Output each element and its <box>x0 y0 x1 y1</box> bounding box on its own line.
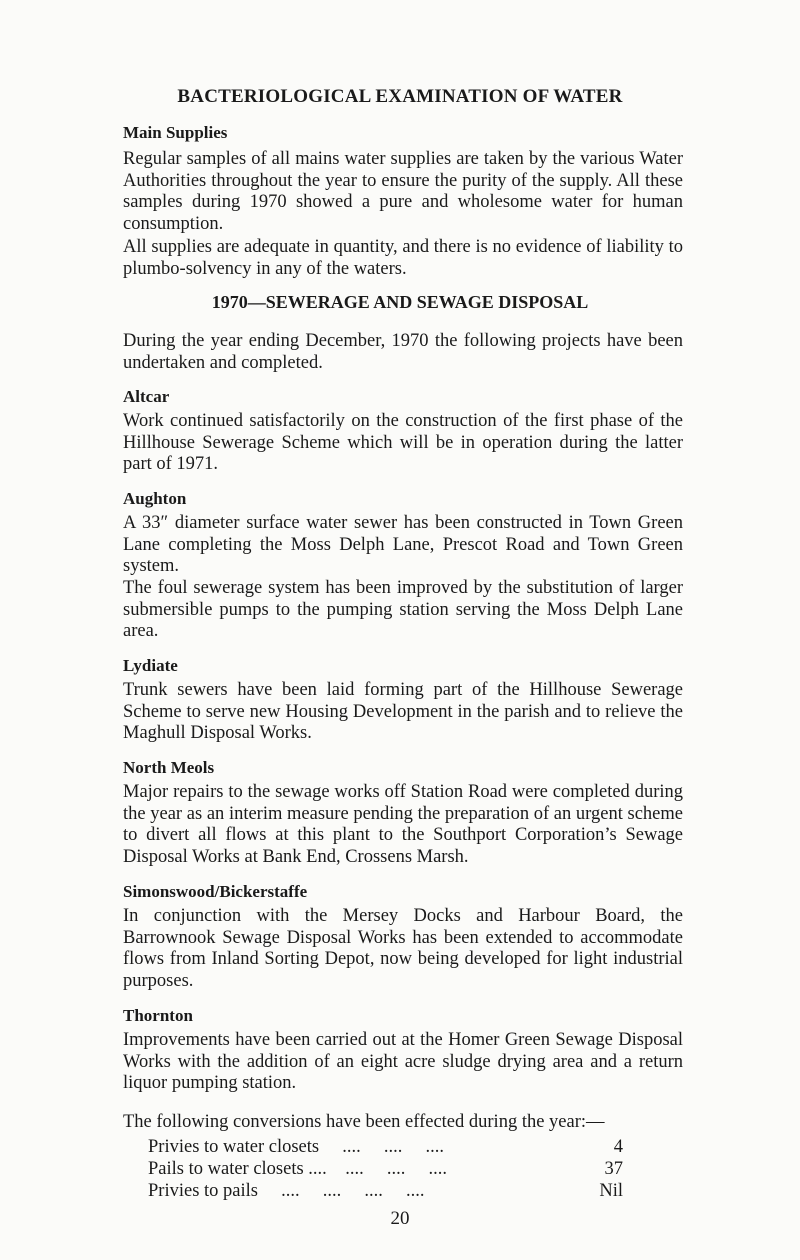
conversions-table <box>148 1136 623 1202</box>
altcar-text: Work continued satisfactorily on the construction of the first phase of the Hillhouse Sewerage Scheme which will be in operation during the latter part of 1971. <box>123 411 683 475</box>
page-title: BACTERIOLOGICAL EXAMINATION OF WATER <box>177 86 623 107</box>
conversion-row <box>148 1136 623 1158</box>
conversion-row <box>148 1158 623 1180</box>
conversion-label: Privies to pails .... .... .... .... <box>148 1181 425 1201</box>
heading-simonswood: Simonswood/Bickerstaffe <box>123 882 308 901</box>
conversion-row <box>148 1180 623 1202</box>
simonswood-text: In conjunction with the Mersey Docks and Harbour Board, the Barrownook Sewage Disposal Works has been extended to accommodate flows from Inland Sorting Depot, now being developed for light industrial purposes. <box>123 906 683 991</box>
aughton-p2: The foul sewerage system has been improved by the substitution of larger submersible pumps to the pumping station serving the Moss Delph Lane area. <box>123 578 683 642</box>
heading-altcar: Altcar <box>123 387 170 406</box>
main-supplies-p1: Regular samples of all mains water supplies are taken by the various Water Authorities throughout the year to ensure the purity of the supply. All these samples during 1970 showed a pure and wholesome water for human consumption. <box>123 149 683 234</box>
lydiate-text: Trunk sewers have been laid forming part of the Hillhouse Sewerage Scheme to serve new Housing Development in the parish and to relieve the Maghull Disposal Works. <box>123 680 683 744</box>
thornton-text: Improvements have been carried out at the Homer Green Sewage Disposal Works with the addition of an eight acre sludge drying area and a return liquor pumping station. <box>123 1030 683 1094</box>
conversions-intro: The following conversions have been effected during the year:— <box>123 1112 605 1132</box>
conversion-value: 4 <box>613 1137 623 1157</box>
conversion-value: 37 <box>604 1159 623 1179</box>
main-supplies-p2: All supplies are adequate in quantity, and there is no evidence of liability to plumbo-solvency in any of the waters. <box>123 237 683 279</box>
conversion-label: Pails to water closets .... .... .... .... <box>148 1159 448 1179</box>
heading-main-supplies: Main Supplies <box>123 123 228 142</box>
north-meols-text: Major repairs to the sewage works off Station Road were completed during the year as an interim measure pending the preparation of an urgent scheme to divert all flows at this plant to the Southport Corporation’s Sewage Disposal Works at Bank End, Crossens Marsh. <box>123 782 683 867</box>
conversion-label: Privies to water closets .... .... .... <box>148 1137 444 1157</box>
heading-lydiate: Lydiate <box>123 656 178 675</box>
sewerage-intro: During the year ending December, 1970 the following projects have been undertaken and completed. <box>123 331 683 373</box>
page-number: 20 <box>390 1208 410 1229</box>
aughton-p1: A 33″ diameter surface water sewer has been constructed in Town Green Lane completing the Moss Delph Lane, Prescot Road and Town Green system. <box>123 513 683 577</box>
heading-aughton: Aughton <box>123 489 187 508</box>
heading-north-meols: North Meols <box>123 758 215 777</box>
sewerage-section-title: 1970—SEWERAGE AND SEWAGE DISPOSAL <box>211 292 589 312</box>
heading-thornton: Thornton <box>123 1006 193 1025</box>
conversion-value: Nil <box>599 1181 623 1201</box>
